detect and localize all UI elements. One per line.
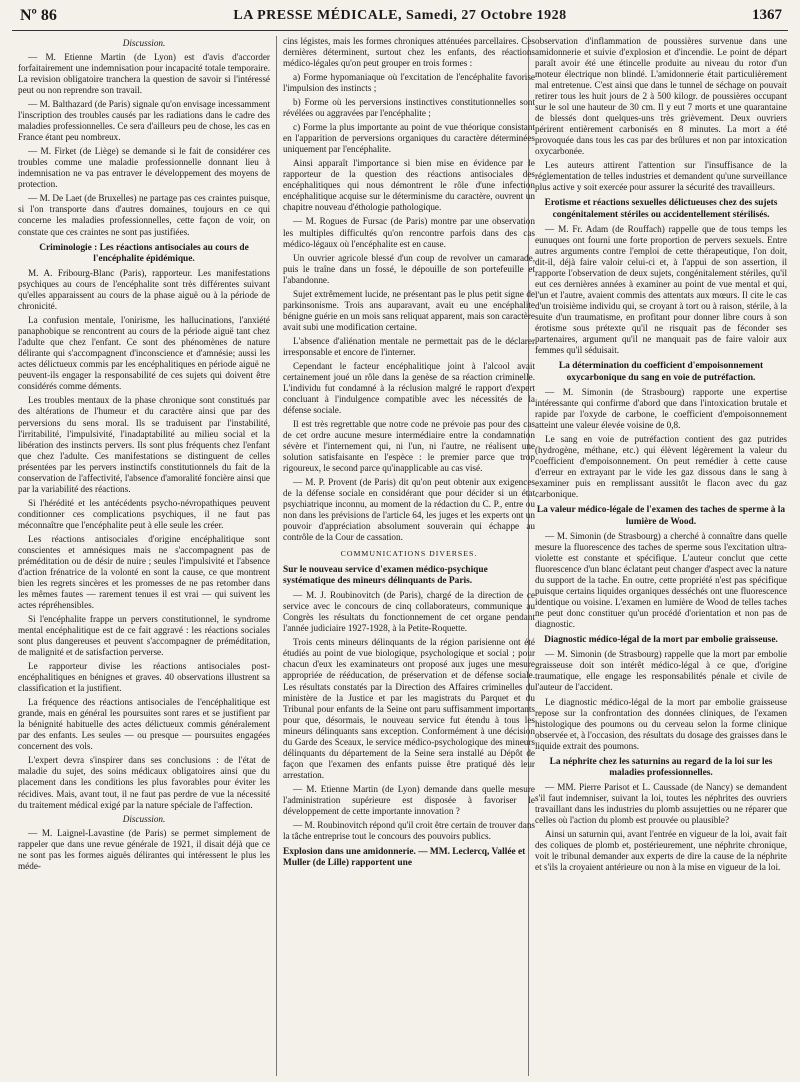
paragraph: c) Forme la plus importante au point de vue théorique consistant en l'apparition de perversions organiques du caractère déterminées uniquement par l'encéphalite.	[283, 122, 535, 155]
paragraph: — M. Simonin (de Strasbourg) a cherché à connaître dans quelle mesure la fluorescence des taches de sperme sous l'excitation ultra-violette est constante et spécifique. L'auteur conclut que cette fluorescence d'un blanc éclatant peut changer d'aspect avec la nature du support de la tache. En outre, cette propriété n'est pas spécifique puisque certains liquides organiques desséchés ont une fluorescence identique ou voisine. L'examen en lumière de Wood de telles taches ne peut donc constituer qu'un procédé d'orientation et non pas de diagnostic.	[535, 530, 787, 630]
paragraph: Les réactions antisociales d'origine encéphalitique sont conscientes et amnésiques mais ne s'accompagnent pas de préméditation ou de désir de nuire ; seules l'impulsivité et l'absence d'action frénatrice de la volonté en sont la cause, ce que montrent bien les regrets sincères et les promesses de ne pas retomber dans les mêmes fautes — rarement tenues il est vrai — qui suivent les actes répréhensibles.	[18, 533, 270, 610]
paragraph: Le sang en voie de putréfaction contient des gaz putrides (hydrogène, méthane, etc.) qui élèvent légèrement la valeur du coefficient d'empoisonnement. On peut remédier à cette cause d'erreur en extrayant par le vide les gaz dissous dans le sang à examiner puis en remplissant aussitôt le flacon avec du gaz carbonique.	[535, 434, 787, 500]
paragraph: M. A. Fribourg-Blanc (Paris), rapporteur. Les manifestations psychiques au cours de l'encéphalite sont très différentes suivant qu'elles apparaissent au cours de la phase aiguë ou à la période de chronicité.	[18, 268, 270, 312]
column-1	[18, 36, 270, 1076]
paragraph: La fréquence des réactions antisociales de l'encéphalitique est grande, mais en général les poursuites sont rares et se justifient par la bénignité habituelle des actes délictueux commis généralement par des enfants. Les seules — ou presque — poursuites engagées concernent des vols.	[18, 697, 270, 752]
paragraph: — M. Balthazard (de Paris) signale qu'on envisage incessamment l'inscription des troubles causés par les radiations dans le cadre des maladies professionnelles. Ce sera d'ailleurs peu de chose, les cas en France étant peu nombreux.	[18, 99, 270, 143]
paragraph: Ainsi apparaît l'importance si bien mise en évidence par le rapporteur de la question des réactions antisociales des encéphalitiques qui nous démontrent le rôle d'une infection encéphalitique acquise sur le déterminisme du caractère, ouvrent un chapitre nouveau d'éthologie pathologique.	[283, 158, 535, 213]
paragraph: — MM. Pierre Parisot et L. Caussade (de Nancy) se demandent s'il faut indemniser, suivant la loi, toutes les néphrites des ouvriers travaillant dans les industries du plomb assujetties ou ne réparer que celles où l'action du plomb est prouvée ou plausible?	[535, 782, 787, 826]
page-number: 1367	[752, 7, 782, 23]
paragraph: — M. Laignel-Lavastine (de Paris) se permet simplement de rappeler que dans une revue générale de 1921, il disait déjà que ce ne sont pas les formes aiguës délirantes qui intéressent le plus les méde-	[18, 827, 270, 871]
paragraph: observation d'inflammation de poussières survenue dans une amidonnerie et suivie d'explosion et d'incendie. Le point de départ paraît avoir été une étincelle produite au niveau du rotor d'un moteur électrique non blindé. L'amidonnerie était particulièrement mal entretenue. C'est ainsi que dans le tunnel de séchage on pouvait retirer tous les huit jours de 2 à 500 kilogr. de poussières occupant sur le sol une hauteur de 30 cm. Il y eut 7 morts et une quarantaine de blessés dont quelques-uns très grièvement. Deux ouvriers périrent entièrement carbonisés en 8 minutes. La mort a été provoquée dans tous les cas par des brûlures et non par intoxication oxycarbonée.	[535, 36, 787, 157]
article-heading: Diagnostic médico-légal de la mort par embolie graisseuse.	[544, 635, 778, 646]
paragraph: — M. Firket (de Liège) se demande si le fait de considérer ces troubles comme une maladie professionnelle donnant lieu à indemnisation ne va pas entraver le développement des moyens de protection.	[18, 146, 270, 190]
paragraph: L'absence d'aliénation mentale ne permettait pas de le déclarer irresponsable et encore de l'interner.	[283, 335, 535, 357]
paragraph: Cependant le facteur encéphalitique joint à l'alcool avait certainement joué un rôle dans la genèse de sa réaction criminelle. L'individu fut condamné à la réclusion malgré le rapport d'expert concluant à l'indulgence compatible avec les nécessités de la défense sociale.	[283, 360, 535, 415]
paragraph: b) Forme où les perversions instinctives constitutionnelles sont révélées ou aggravées par l'encéphalite ;	[283, 97, 535, 119]
paragraph: Un ouvrier agricole blessé d'un coup de revolver un camarade, puis le traîne dans un fossé, le dépouille de son portefeuille et l'abandonne.	[283, 252, 535, 285]
paragraph: Les troubles mentaux de la phase chronique sont constitués par des altérations de l'humeur et du caractère ainsi que par des perversions du sens moral. Ils se traduisent par l'instabilité, l'irritabilité, l'impulsivité, l'inadaptabilité au milieu social et la libération des instincts pervers. Ils sont plus fréquents chez l'enfant que chez l'adulte. Ces manifestations se distinguent de celles présentées par les pervers instinctifs constitutionnels du fait de la conservation de l'affectivité, l'absence d'amoralité foncière ainsi que par la variabilité des réactions.	[18, 395, 270, 494]
article-heading: La néphrite chez les saturnins au regard de la loi sur les maladies professionnelles.	[549, 756, 773, 778]
paragraph: Ainsi un saturnin qui, avant l'entrée en vigueur de la loi, avait fait des coliques de plomb et, postérieurement, une néphrite chronique, voit le tribunal demander aux experts de dire la cause de la néphrite et s'ils la croyaient antérieure ou non à la mise en vigueur de la loi.	[535, 829, 787, 873]
paragraph: — M. Fr. Adam (de Rouffach) rappelle que de tous temps les eunuques ont fourni une forte proportion de pervers sexuels. Entre autres arguments contre l'emploi de cette thérapeutique, l'on doit, dit-il, déjà faire valoir celui-ci et, à l'appui de son assertion, il rapporte l'observation de deux sujets, congénitalement stériles, qu'il eut ces dernières années à examiner au point de vue mental et qui, l'un et l'autre, avaient commis des attentats aux mœurs. Il cite le cas d'un troisième individu qui, se croyant à tort ou à raison, stérile, à la suite d'un traumatisme, en profitant pour donner libre cours à son érotisme sous prétexte qu'il ne risquait pas de féconder ses partenaires, argument qu'il ne manquait pas de faire valoir aux femmes qu'il séduisait.	[535, 224, 787, 356]
paragraph: — M. Simonin (de Strasbourg) rappelle que la mort par embolie graisseuse doit son intérêt médico-légal à ce que, d'origine traumatique, elle engage les responsabilités pénale et civile de l'auteur de l'accident.	[535, 649, 787, 693]
column-2	[283, 36, 535, 1076]
section-title: Discussion.	[122, 38, 166, 48]
page-header	[12, 4, 788, 31]
paragraph: Le rapporteur divise les réactions antisociales post-encéphalitiques en bénignes et graves. 40 observations illustrent sa classification et la justifient.	[18, 661, 270, 694]
paragraph: — M. De Laet (de Bruxelles) ne partage pas ces craintes puisque, si l'on transporte dans d'autres domaines, toujours en ce qui concerne les maladies professionnelles, cette façon de voir, on constate que ces craintes ne sont pas justifiées.	[18, 193, 270, 237]
paragraph: Si l'hérédité et les antécédents psycho-névropathiques peuvent conditionner ces complications psychiques, il ne faut pas méconnaître que l'encéphalite peut à elle seule les créer.	[18, 497, 270, 530]
article-heading: La valeur médico-légale de l'examen des taches de sperme à la lumière de Wood.	[536, 505, 786, 527]
paragraph: Il est très regrettable que notre code ne prévoie pas pour des cas de cet ordre aucune mesure intermédiaire entre la condamnation sévère et l'internement qui, ni l'un, ni l'autre, ne réalisent une solution satisfaisante en l'espèce : le premier parce que trop rigoureux, le second parce qu'inapplicable au cas visé.	[283, 419, 535, 474]
paragraph: a) Forme hypomaniaque où l'excitation de l'encéphalite favorise l'impulsion des instincts ;	[283, 72, 535, 94]
article-heading: Erotisme et réactions sexuelles délictueuses chez des sujets congénitalement stériles ou accidentellement stérilisés.	[544, 198, 778, 220]
paragraph: — M. Roubinovitch répond qu'il croit être certain de trouver dans la tâche entreprise tout le concours des pouvoirs publics.	[283, 819, 535, 841]
article-heading: La détermination du coefficient d'empoisonnement oxycarbonique du sang en voie de putréfaction.	[558, 361, 764, 383]
paragraph: — M. Etienne Martin (de Lyon) demande dans quelle mesure l'administration supérieure est disposée à favoriser le développement de cette importante innovation ?	[283, 783, 535, 816]
article-heading: Explosion dans une amidonnerie. — MM. Leclercq, Vallée et Muller (de Lille) rapportent une	[283, 846, 526, 869]
paragraph: La confusion mentale, l'onirisme, les hallucinations, l'anxiété panaphobique se rencontrent au cours de la période aiguë tant chez l'adulte que chez l'enfant. Ce sont des phénomènes de nature délirante qui s'accompagnent d'inconscience et d'amnésie; aussi les actes délictueux commis par les encéphalitiques en période aiguë ne peuvent-ils engager la responsabilité de ces sujets qui doivent être considérés comme déments.	[18, 315, 270, 392]
column-divider	[276, 36, 277, 1076]
paragraph: Si l'encéphalite frappe un pervers constitutionnel, le syndrome mental encéphalitique est de ce fait aggravé : les réactions sociales sont plus dangereuses et peuvent s'accompagner de préméditation, de malignité et de satisfaction perverse.	[18, 614, 270, 658]
paragraph: — M. Etienne Martin (de Lyon) est d'avis d'accorder forfaitairement une indemnisation pour incapacité totale temporaire. La revision obligatoire trancherа la question de savoir si l'intéressé peut ou non reprendre son travail.	[18, 52, 270, 96]
section-title: Discussion.	[122, 813, 166, 824]
paragraph: L'expert devra s'inspirer dans ses conclusions : de l'état de maladie du sujet, des soins médicaux obligatoires ainsi que du placement dans les conditions les plus favorables pour éviter les récidives. Mais, avant tout, il ne faut pas perdre de vue la nécessité du traitement médical exigé par la nature spéciale de l'affection.	[18, 755, 270, 810]
paragraph: — M. P. Provent (de Paris) dit qu'on peut obtenir aux exigences de la défense sociale en considérant que pour décider si un état psychiatrique inconnu, au moment de la rédaction du C. P., entre ou non dans les prévisions de l'article 64, les juges et les experts ont un pouvoir d'appréciation absolument souverain qui échappe au contrôle de la Cour de cassation.	[283, 477, 535, 543]
paragraph: Sujet extrêmement lucide, ne présentant pas le plus petit signe de parkinsonisme. Trois ans auparavant, avait eu une encéphalite bénigne guérie en un mois sans reliquat apparent, mais son caractère avait subi une modification certaine.	[283, 288, 535, 332]
paragraph: — M. J. Roubinovitch (de Paris), chargé de la direction de ce service avec le concours de cinq collaborateurs, communique au Congrès les résultats du fonctionnement de cet organe pendant l'année judiciaire 1927-1928, à la Petite-Roquette.	[283, 590, 535, 634]
section-label: COMMUNICATIONS DIVERSES.	[340, 549, 478, 559]
journal-title: LA PRESSE MÉDICALE, Samedi, 27 Octobre 1928	[233, 8, 567, 23]
paragraph: — M. Simonin (de Strasbourg) rapporte une expertise intéressante qui confirme d'abord que dans l'intoxication brutale et rapide par l'oxyde de carbone, le coefficient d'empoisonnement atteint une valeur élevée voisine de 0,8.	[535, 386, 787, 431]
issue-number: Nº 86	[20, 7, 57, 24]
paragraph: Le diagnostic médico-légal de la mort par embolie graisseuse repose sur la confrontation des données cliniques, de l'examen histologique des poumons ou du cerveau selon la forme clinique observée et, à l'occasion, des résultats du dosage des graisses dans le liquide extrait des poumons.	[535, 696, 787, 751]
paragraph: — M. Rogues de Fursac (de Paris) montre par une observation les multiples difficultés qu'on rencontre parfois dans des cas médico-légaux où l'encéphalite est en cause.	[283, 216, 535, 249]
article-heading: Sur le nouveau service d'examen médico-psychique systématique des mineurs délinquants de Paris.	[283, 564, 488, 586]
paragraph: Les auteurs attirent l'attention sur l'insuffisance de la réglementation de telles industries et demandent qu'une surveillance plus active y soit exercée pour assurer la sécurité des travailleurs.	[535, 160, 787, 193]
paragraph: cins légistes, mais les formes chroniques atténuées parcellaires. Ces dernières déterminent, surtout chez les enfants, des réactions médico-légales qu'on peut grouper en trois formes :	[283, 36, 535, 69]
column-3	[535, 36, 787, 1076]
paragraph: Trois cents mineurs délinquants de la région parisienne ont été étudiés au point de vue biologique, psychologique et social ; pour chacun d'eux les examinateurs ont proposé aux juges une mesure appropriée de rééducation, de préservation et de défense sociale. Les résultats constatés par la Direction des Affaires criminelles du ministère de la Justice et par les magistrats du Parquet et du Tribunal pour enfants de la Seine ont paru suffisamment importants pour que, désormais, le nouveau service fut étendu à tous les mineurs délinquants sans exception. Conformément à une décision du Garde des Sceaux, le service médico-psychologique des mineurs délinquants du département de la Seine sera installé au Dépôt de façon que l'examen des enfants puisse être pratiqué dès leur arrestation.	[283, 637, 535, 780]
article-heading: Criminologie : Les réactions antisociales au cours de l'encéphalite épidémique.	[39, 242, 249, 264]
